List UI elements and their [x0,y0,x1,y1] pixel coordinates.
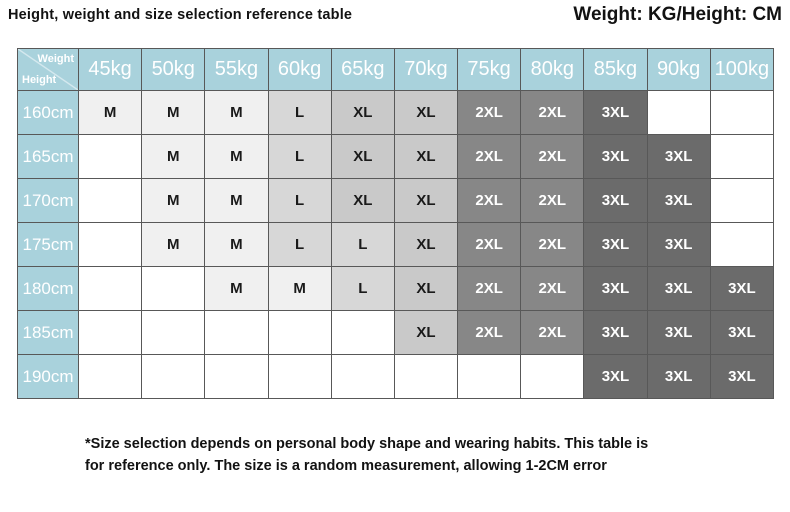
weight-header-45kg: 45kg [79,49,142,91]
size-cell-empty [647,91,710,135]
weight-header-75kg: 75kg [458,49,521,91]
size-cell: M [205,179,268,223]
weight-header-100kg: 100kg [710,49,773,91]
size-cell: 3XL [584,91,647,135]
size-cell: 2XL [458,267,521,311]
size-cell: 3XL [584,267,647,311]
corner-weight-label: Weight [37,53,74,65]
size-cell-empty [710,223,773,267]
size-cell-empty [331,311,394,355]
size-cell: 3XL [710,355,773,399]
size-cell: 2XL [521,135,584,179]
size-cell: M [142,91,205,135]
size-cell: 3XL [584,355,647,399]
size-reference-table [17,48,774,399]
page-title: Height, weight and size selection reference table [8,7,353,23]
size-cell: 3XL [647,355,710,399]
size-cell: 3XL [584,311,647,355]
height-header-165cm: 165cm [18,135,79,179]
size-cell: XL [394,223,457,267]
size-cell: 3XL [584,179,647,223]
size-cell: 3XL [647,267,710,311]
table-row-185cm [18,311,774,355]
footnote-line-2: for reference only. The size is a random measurement, allowing 1-2CM error [85,457,607,474]
size-cell: M [205,91,268,135]
size-cell: M [205,135,268,179]
size-cell: 2XL [458,91,521,135]
size-cell: XL [331,135,394,179]
size-cell: 2XL [458,135,521,179]
height-header-190cm: 190cm [18,355,79,399]
size-cell-empty [710,91,773,135]
size-cell-empty [710,135,773,179]
table-body [18,91,774,399]
size-cell-empty [268,311,331,355]
weight-header-70kg: 70kg [394,49,457,91]
size-cell: 3XL [647,179,710,223]
table-header [18,49,774,91]
size-cell: XL [394,311,457,355]
size-cell-empty [79,223,142,267]
size-cell: L [268,91,331,135]
size-cell: XL [394,179,457,223]
size-cell: 2XL [458,311,521,355]
height-header-175cm: 175cm [18,223,79,267]
size-cell: 2XL [458,223,521,267]
height-header-170cm: 170cm [18,179,79,223]
size-cell: L [268,223,331,267]
size-cell-empty [205,355,268,399]
corner-height-label: Height [22,74,57,86]
size-cell-empty [205,311,268,355]
size-cell: L [331,267,394,311]
weight-header-80kg: 80kg [521,49,584,91]
height-header-180cm: 180cm [18,267,79,311]
size-cell: 3XL [647,311,710,355]
weight-header-85kg: 85kg [584,49,647,91]
size-cell-empty [79,355,142,399]
size-cell: M [79,91,142,135]
weight-header-90kg: 90kg [647,49,710,91]
size-cell: 3XL [647,223,710,267]
size-cell-empty [142,267,205,311]
size-cell: 2XL [521,311,584,355]
size-cell: 2XL [521,179,584,223]
size-cell-empty [710,179,773,223]
weight-header-65kg: 65kg [331,49,394,91]
size-cell-empty [79,135,142,179]
weight-header-50kg: 50kg [142,49,205,91]
size-cell: M [205,267,268,311]
size-cell: 3XL [584,135,647,179]
weight-header-55kg: 55kg [205,49,268,91]
footnote [85,434,648,478]
size-cell-empty [394,355,457,399]
table-row-165cm [18,135,774,179]
size-cell: 2XL [521,91,584,135]
height-header-185cm: 185cm [18,311,79,355]
height-header-160cm: 160cm [18,91,79,135]
size-cell-empty [521,355,584,399]
table-row-180cm [18,267,774,311]
size-cell-empty [458,355,521,399]
size-cell-empty [79,267,142,311]
size-cell-empty [331,355,394,399]
size-cell: 3XL [647,135,710,179]
size-cell: L [268,135,331,179]
size-cell: L [331,223,394,267]
size-cell: 2XL [521,223,584,267]
size-cell: 2XL [458,179,521,223]
size-cell-empty [79,179,142,223]
size-cell: XL [331,91,394,135]
size-cell: XL [394,135,457,179]
table-row-160cm [18,91,774,135]
size-cell: M [142,223,205,267]
size-cell-empty [142,311,205,355]
size-cell: M [205,223,268,267]
table-row-175cm [18,223,774,267]
size-cell: XL [394,267,457,311]
corner-cell [18,49,79,91]
size-cell: M [142,179,205,223]
weight-header-row [18,49,774,91]
size-cell: 3XL [710,267,773,311]
footnote-line-1: *Size selection depends on personal body shape and wearing habits. This table is [85,436,649,452]
size-cell-empty [268,355,331,399]
size-cell: 3XL [584,223,647,267]
weight-header-60kg: 60kg [268,49,331,91]
size-cell-empty [79,311,142,355]
table-row-170cm [18,179,774,223]
size-cell: 3XL [710,311,773,355]
size-cell: XL [394,91,457,135]
table-row-190cm [18,355,774,399]
size-cell-empty [142,355,205,399]
size-cell: XL [331,179,394,223]
size-cell: L [268,179,331,223]
size-cell: M [268,267,331,311]
size-cell: M [142,135,205,179]
size-cell: 2XL [521,267,584,311]
units-note: Weight: KG/Height: CM [573,4,782,25]
